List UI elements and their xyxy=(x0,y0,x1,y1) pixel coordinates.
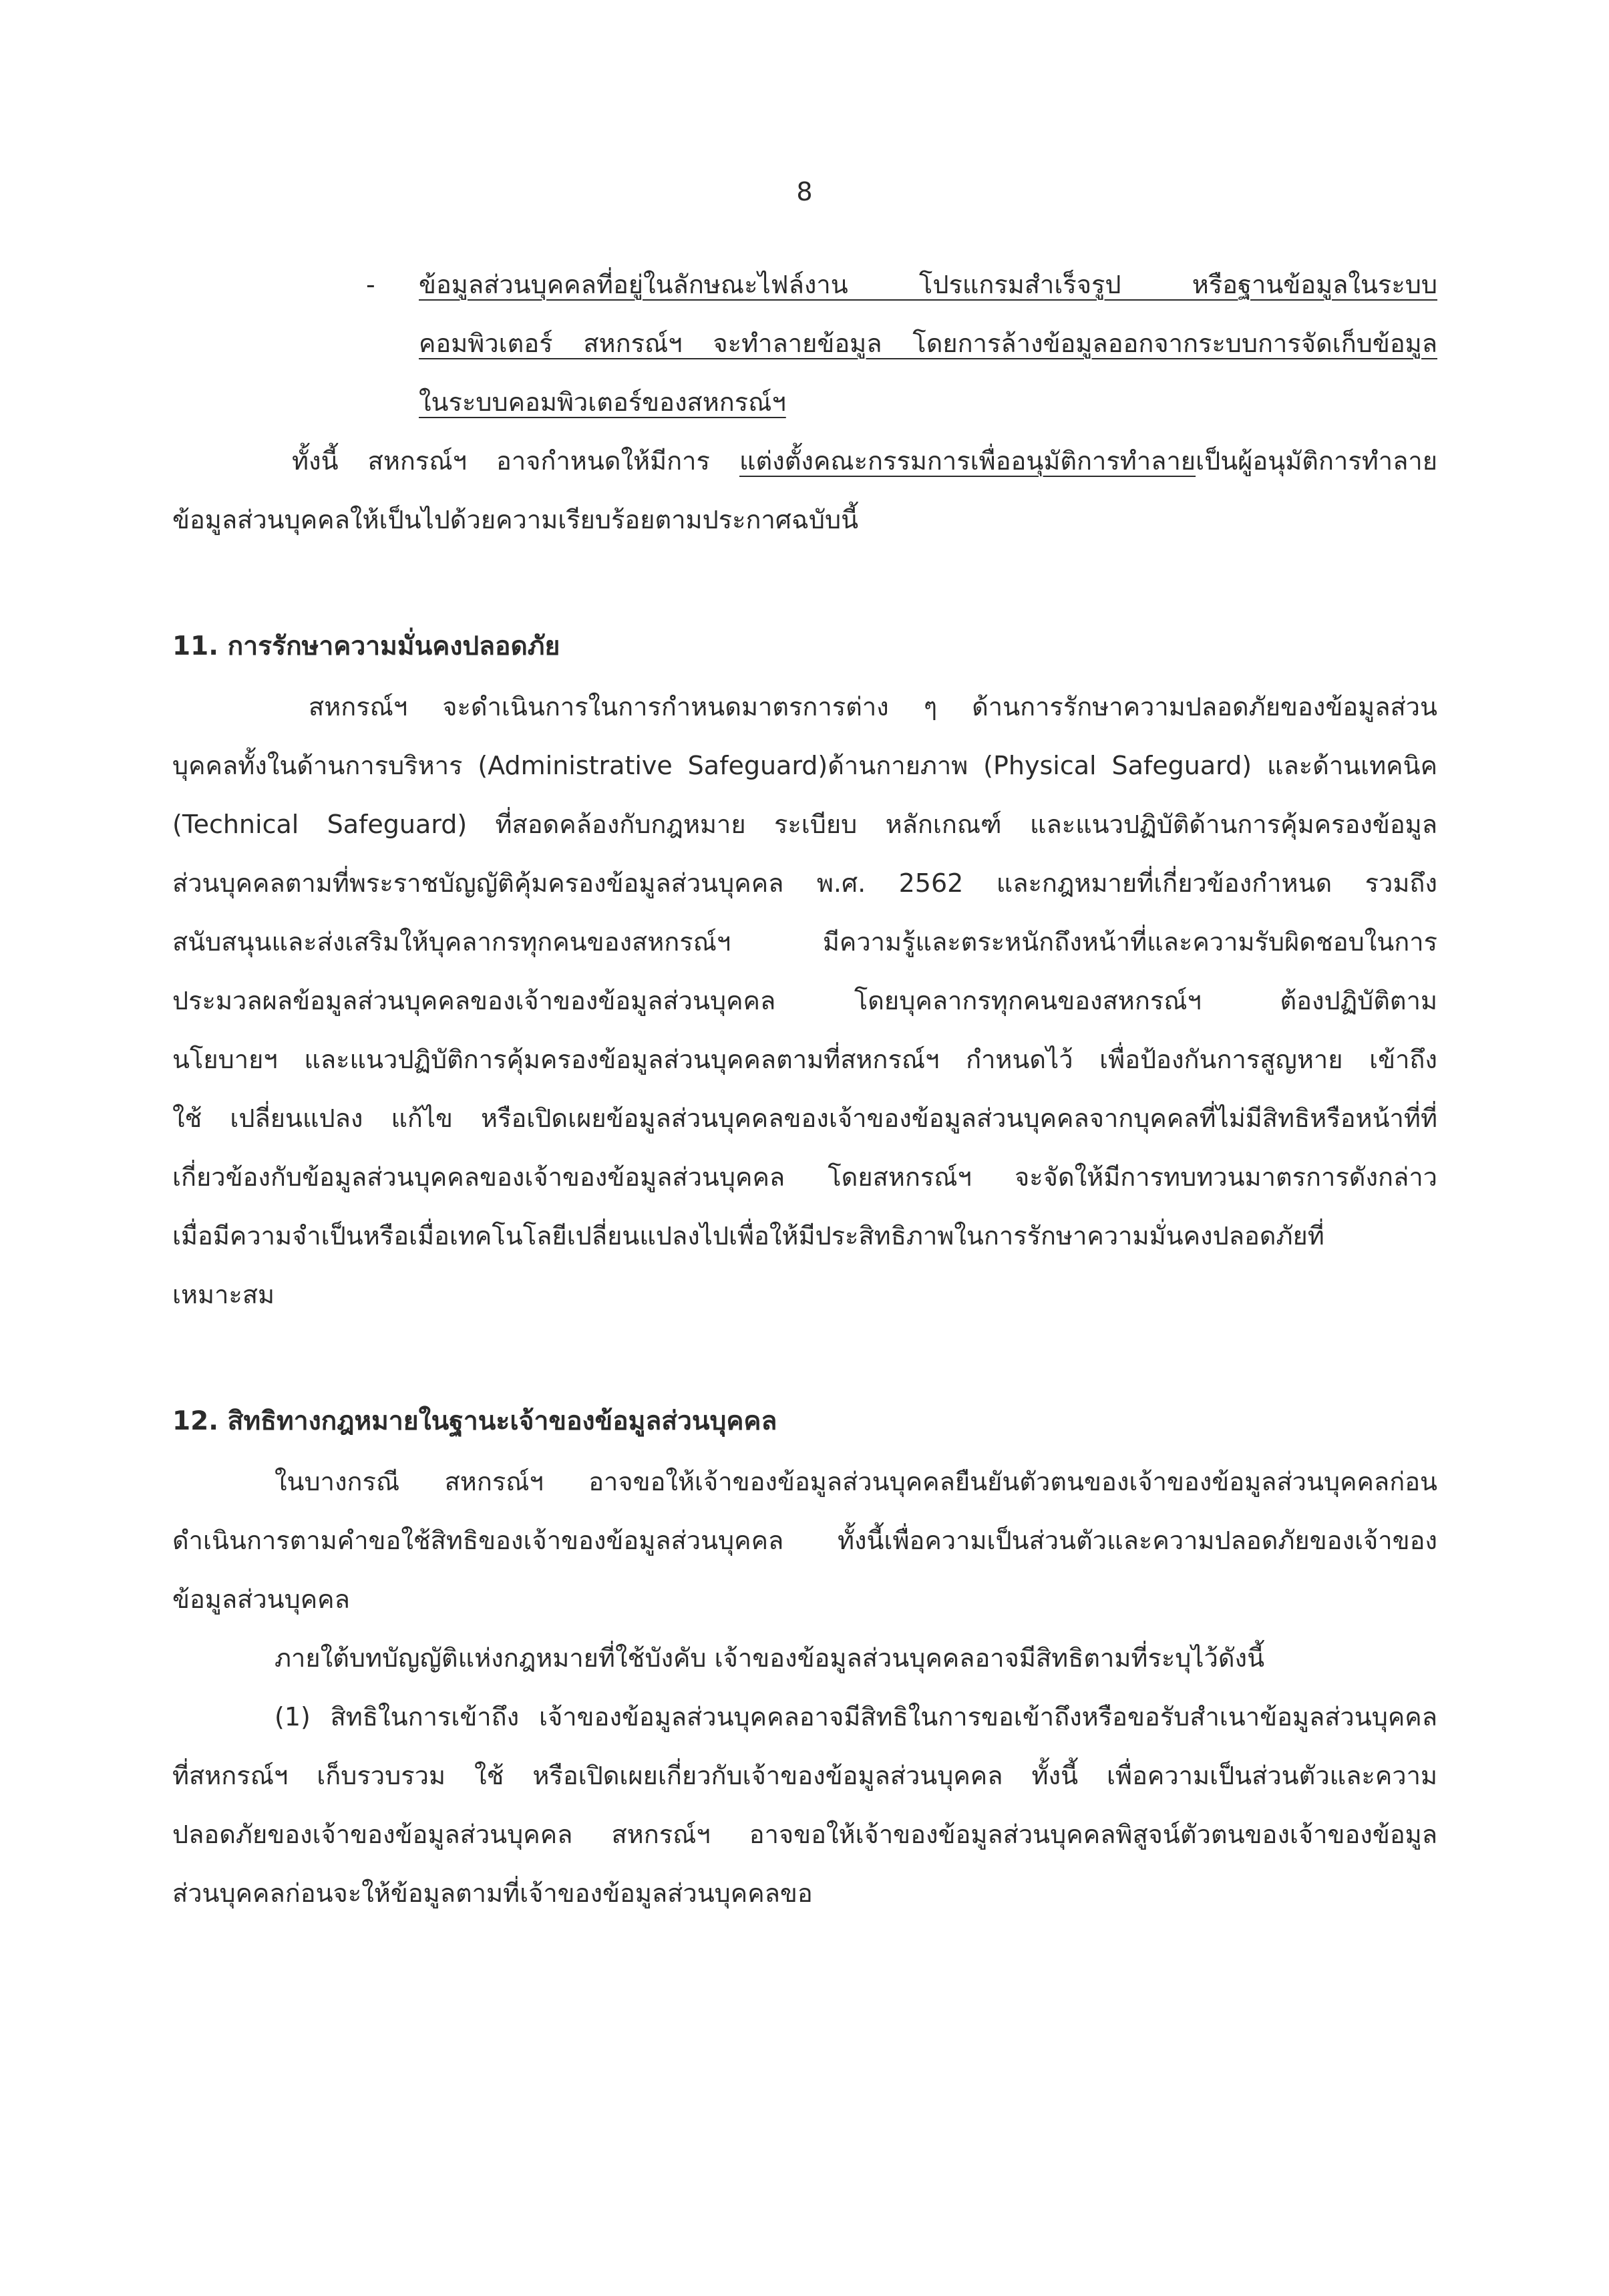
section-11-line-1: สหกรณ์ฯ จะดำเนินการในการกำหนดมาตรการต่าง ๆ ด้านการรักษาความปลอดภัยของข้อมูลส่วน xyxy=(309,692,1437,721)
section-11-line-6: ประมวลผลข้อมูลส่วนบุคคลของเจ้าของข้อมูลส่วนบุคคล โดยบุคลากรทุกคนของสหกรณ์ฯ ต้องปฏิบัติตาม xyxy=(172,986,1437,1015)
bullet-line-3: ในระบบคอมพิวเตอร์ของสหกรณ์ฯ xyxy=(419,387,786,417)
bullet-line-2: คอมพิวเตอร์ สหกรณ์ฯ จะทำลายข้อมูล โดยการล้างข้อมูลออกจากระบบการจัดเก็บข้อมูล xyxy=(419,329,1437,358)
note-line-1-before: ทั้งนี้ สหกรณ์ฯ อาจกำหนดให้มีการ xyxy=(292,446,739,476)
section-12-para3-line-3: ปลอดภัยของเจ้าของข้อมูลส่วนบุคคล สหกรณ์ฯ อาจขอให้เจ้าของข้อมูลส่วนบุคคลพิสูจน์ตัวตนของเจ้าของข้อมูล xyxy=(172,1820,1437,1849)
section-11-line-10: เมื่อมีความจำเป็นหรือเมื่อเทคโนโลยีเปลี่ยนแปลงไปเพื่อให้มีประสิทธิภาพในการรักษาความมั่นคงปลอดภัยที่ xyxy=(172,1221,1324,1251)
section-12-para3-line-1: (1) สิทธิในการเข้าถึง เจ้าของข้อมูลส่วนบุคคลอาจมีสิทธิในการขอเข้าถึงหรือขอรับสำเนาข้อมูลส่วนบุคคล xyxy=(275,1702,1437,1732)
section-12-para1-line-2: ดำเนินการตามคำขอใช้สิทธิของเจ้าของข้อมูลส่วนบุคคล ทั้งนี้เพื่อความเป็นส่วนตัวและความปลอดภัยของเจ้าของ xyxy=(172,1526,1437,1555)
section-11-line-9: เกี่ยวข้องกับข้อมูลส่วนบุคคลของเจ้าของข้อมูลส่วนบุคคล โดยสหกรณ์ฯ จะจัดให้มีการทบทวนมาตรการดังกล่าว xyxy=(172,1162,1437,1192)
section-11-line-5: สนับสนุนและส่งเสริมให้บุคลากรทุกคนของสหกรณ์ฯ มีความรู้และตระหนักถึงหน้าที่และความรับผิดชอบในการ xyxy=(172,927,1437,957)
section-12-para1-line-3: ข้อมูลส่วนบุคคล xyxy=(172,1585,350,1614)
section-11-heading: 11. การรักษาความมั่นคงปลอดภัย xyxy=(172,631,560,661)
note-line-2: ข้อมูลส่วนบุคคลให้เป็นไปด้วยความเรียบร้อยตามประกาศฉบับนี้ xyxy=(172,505,859,534)
section-12-para3-line-2: ที่สหกรณ์ฯ เก็บรวบรวม ใช้ หรือเปิดเผยเกี่ยวกับเจ้าของข้อมูลส่วนบุคคล ทั้งนี้ เพื่อความเป็นส่วนตัวและความ xyxy=(172,1761,1437,1790)
note-line-1-after: เป็นผู้อนุมัติการทำลาย xyxy=(1196,446,1437,476)
section-11-line-4: ส่วนบุคคลตามที่พระราชบัญญัติคุ้มครองข้อมูลส่วนบุคคล พ.ศ. 2562 และกฎหมายที่เกี่ยวข้องกำหนด รวมถึง xyxy=(172,868,1437,898)
section-11-line-8: ใช้ เปลี่ยนแปลง แก้ไข หรือเปิดเผยข้อมูลส่วนบุคคลของเจ้าของข้อมูลส่วนบุคคลจากบุคคลที่ไม่มีสิทธิหรือหน้าที่ที่ xyxy=(172,1104,1437,1133)
section-11-line-2: บุคคลทั้งในด้านการบริหาร (Administrative Safeguard)ด้านกายภาพ (Physical Safeguard) และด้านเทคนิค xyxy=(172,751,1437,780)
note-line-1-underlined: แต่งตั้งคณะกรรมการเพื่ออนุมัติการทำลาย xyxy=(739,446,1196,476)
page-number: 8 xyxy=(796,177,813,206)
bullet-marker: - xyxy=(366,270,375,299)
section-12-para2: ภายใต้บทบัญญัติแห่งกฎหมายที่ใช้บังคับ เจ้าของข้อมูลส่วนบุคคลอาจมีสิทธิตามที่ระบุไว้ดังนี้ xyxy=(275,1643,1265,1673)
section-12-para1-line-1: ในบางกรณี สหกรณ์ฯ อาจขอให้เจ้าของข้อมูลส่วนบุคคลยืนยันตัวตนของเจ้าของข้อมูลส่วนบุคคลก่อน xyxy=(275,1467,1437,1496)
section-11-line-7: นโยบายฯ และแนวปฏิบัติการคุ้มครองข้อมูลส่วนบุคคลตามที่สหกรณ์ฯ กำหนดไว้ เพื่อป้องกันการสูญหาย เข้าถึง xyxy=(172,1045,1437,1074)
bullet-line-1: ข้อมูลส่วนบุคคลที่อยู่ในลักษณะไฟล์งาน โปรแกรมสำเร็จรูป หรือฐานข้อมูลในระบบ xyxy=(419,270,1437,299)
section-11-line-3: (Technical Safeguard) ที่สอดคล้องกับกฎหมาย ระเบียบ หลักเกณฑ์ และแนวปฏิบัติด้านการคุ้มครองข้อมูล xyxy=(172,810,1437,839)
section-12-heading: 12. สิทธิทางกฎหมายในฐานะเจ้าของข้อมูลส่วนบุคคล xyxy=(172,1406,777,1436)
note-line-1 xyxy=(292,444,1437,478)
section-12-para3-line-4: ส่วนบุคคลก่อนจะให้ข้อมูลตามที่เจ้าของข้อมูลส่วนบุคคลขอ xyxy=(172,1878,813,1908)
section-11-line-11: เหมาะสม xyxy=(172,1280,275,1309)
